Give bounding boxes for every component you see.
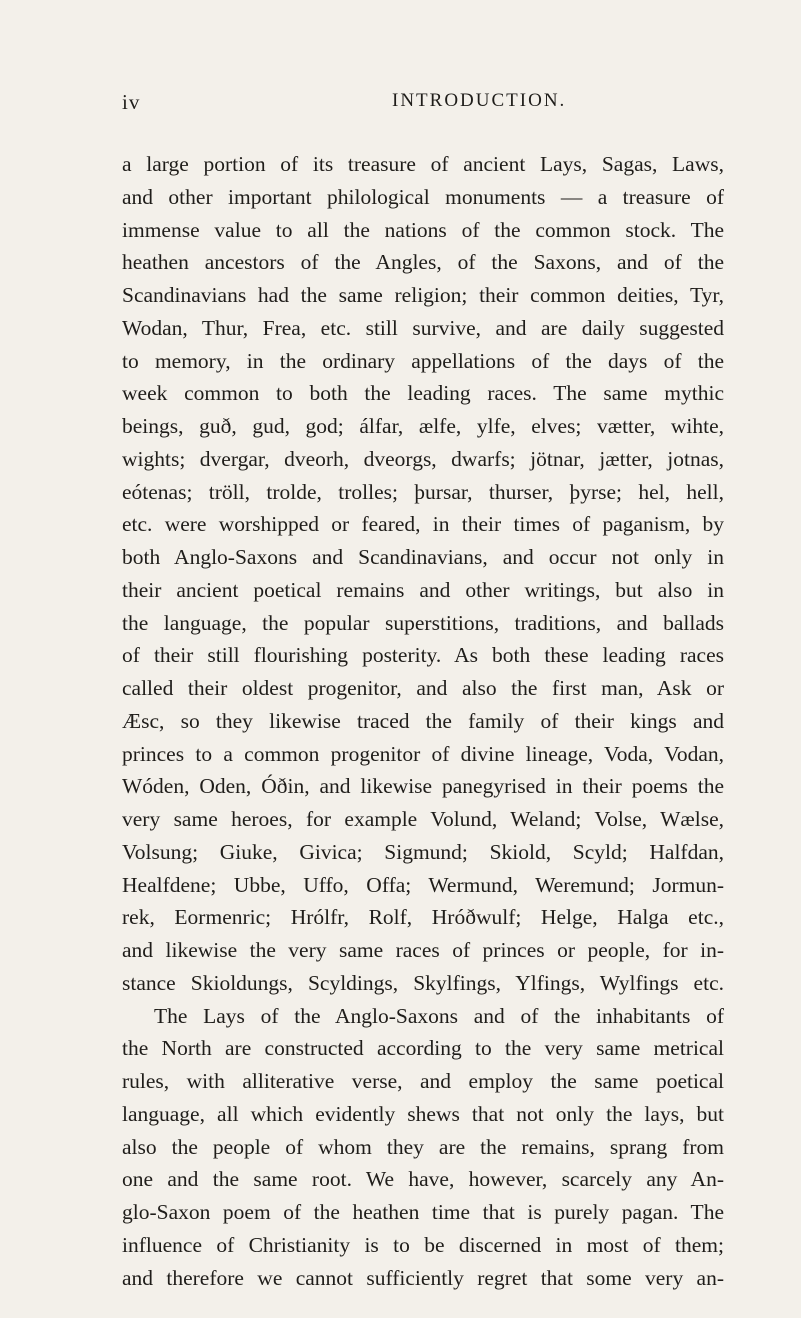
body-text: [122, 148, 724, 1294]
running-head: [122, 90, 722, 114]
text-line: Volsung; Giuke, Givica; Sigmund; Skiold, Scyld; Halfdan,: [122, 839, 724, 864]
text-line: eótenas; tröll, trolde, trolles; þursar, thurser, þyrse; hel, hell,: [122, 479, 724, 504]
text-line: Scandinavians had the same religion; their common deities, Tyr,: [122, 283, 724, 307]
text-line: The Lays of the Anglo-Saxons and of the inhabitants of: [154, 1003, 724, 1028]
text-line: the North are constructed according to the very same metrical: [122, 1036, 724, 1061]
text-line: to memory, in the ordinary appellations of the days of the: [122, 348, 724, 373]
text-line: etc. were worshipped or feared, in their times of paganism, by: [122, 512, 724, 537]
text-line: Æsc, so they likewise traced the family of their kings and: [122, 708, 724, 733]
text-line: Wodan, Thur, Frea, etc. still survive, and are daily suggested: [122, 315, 724, 340]
text-line: language, all which evidently shews that not only the lays, but: [122, 1101, 724, 1126]
text-line: called their oldest progenitor, and also the first man, Ask or: [122, 676, 724, 700]
running-title: INTRODUCTION.: [392, 90, 567, 111]
text-line: rules, with alliterative verse, and employ the same poetical: [122, 1069, 724, 1093]
text-line: week common to both the leading races. The same mythic: [122, 381, 724, 406]
text-line: wights; dvergar, dveorh, dveorgs, dwarfs; jötnar, jætter, jotnas,: [122, 446, 724, 471]
text-line: Wóden, Oden, Óðin, and likewise panegyrised in their poems the: [122, 774, 724, 799]
text-line: rek, Eormenric; Hrólfr, Rolf, Hróðwulf; Helge, Halga etc.,: [122, 905, 724, 930]
text-line: and therefore we cannot sufficiently regret that some very an-: [122, 1265, 724, 1290]
text-line: beings, guð, gud, god; álfar, ælfe, ylfe, elves; vætter, wihte,: [122, 414, 724, 438]
text-line: heathen ancestors of the Angles, of the Saxons, and of the: [122, 250, 724, 275]
text-line: Healfdene; Ubbe, Uffo, Offa; Wermund, Weremund; Jormun-: [122, 872, 724, 897]
text-line: immense value to all the nations of the common stock. The: [122, 217, 724, 242]
text-line: influence of Christianity is to be discerned in most of them;: [122, 1232, 724, 1257]
text-line: both Anglo-Saxons and Scandinavians, and occur not only in: [122, 545, 724, 569]
text-line: of their still flourishing posterity. As both these leading races: [122, 643, 724, 668]
text-line: one and the same root. We have, however, scarcely any An-: [122, 1167, 724, 1192]
text-line: and other important philological monuments — a treasure of: [122, 184, 724, 209]
text-line: their ancient poetical remains and other writings, but also in: [122, 577, 724, 602]
text-line: a large portion of its treasure of ancient Lays, Sagas, Laws,: [122, 152, 724, 176]
text-line: very same heroes, for example Volund, Weland; Volse, Wælse,: [122, 807, 724, 831]
text-line: also the people of whom they are the remains, sprang from: [122, 1134, 724, 1159]
text-line: stance Skioldungs, Scyldings, Skylfings, Ylfings, Wylfings etc.: [122, 970, 724, 995]
page-number: iv: [122, 90, 141, 114]
text-line: glo-Saxon poem of the heathen time that is purely pagan. The: [122, 1200, 724, 1224]
text-line: princes to a common progenitor of divine lineage, Voda, Vodan,: [122, 741, 724, 766]
text-line: and likewise the very same races of princes or people, for in-: [122, 938, 724, 962]
text-line: the language, the popular superstitions, traditions, and ballads: [122, 610, 724, 635]
